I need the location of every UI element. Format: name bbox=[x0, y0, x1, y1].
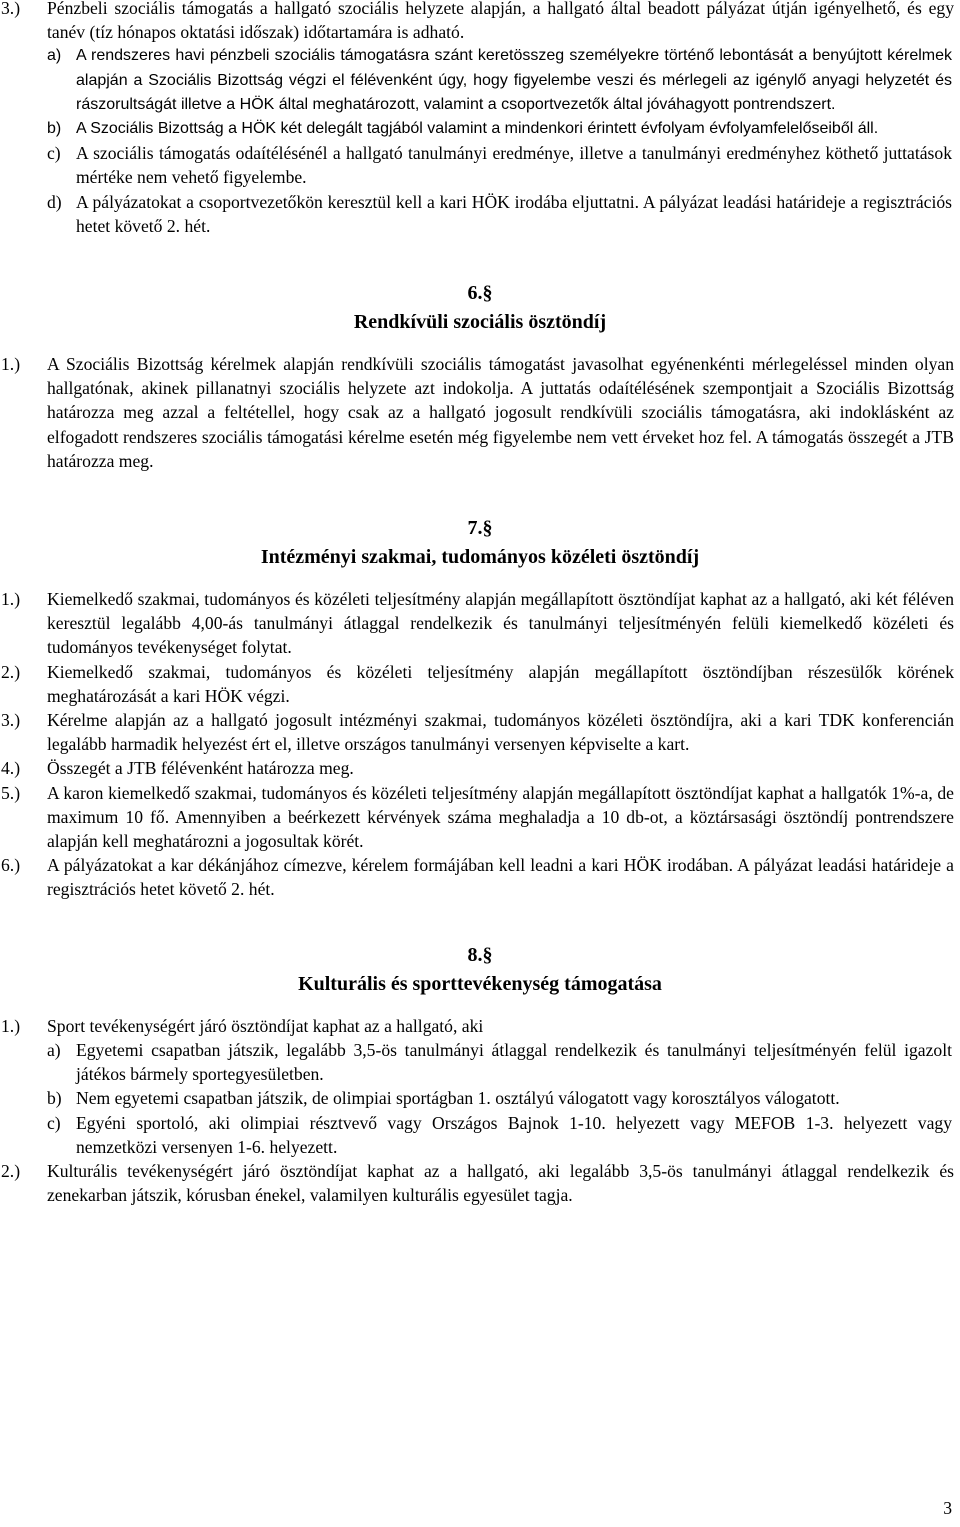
item-number: 3.) bbox=[1, 710, 21, 731]
item-text: A karon kiemelkedő szakmai, tudományos és közéleti teljesítmény alapján megállapított ösztöndíjat kaphat a hallgatók 1%-a, de maximum 10 fő. Amennyiben a beérkezett kérvények száma meghaladja a 10 db-ot, a köztársasági ösztöndíj pontrendszere alapján kell meghatározni a jogosultak körét. bbox=[47, 782, 954, 852]
section7-item-2 bbox=[0, 660, 960, 708]
sub-text: Nem egyetemi csapatban játszik, de olimpiai sportágban 1. osztályú válogatott vagy korosztályos válogatott. bbox=[76, 1088, 840, 1109]
sub-item-c bbox=[47, 141, 954, 189]
item-number: 2.) bbox=[1, 1160, 21, 1181]
section7-item-1 bbox=[0, 587, 960, 660]
item-text: Kiemelkedő szakmai, tudományos és közéleti teljesítmény alapján megállapított ösztöndíjat kaphat az a hallgató, aki két féléven keresztül legalább 4,00-ás tanulmányi átlaggal rendelkezik és tanulmányi teljesítményén felüli kiemelkedő közéleti és tudományos tevékenységet folytat. bbox=[47, 589, 954, 658]
item-number: 1.) bbox=[1, 354, 21, 375]
section7-item-4 bbox=[0, 756, 960, 780]
item-text: Kérelme alapján az a hallgató jogosult intézményi szakmai, tudományos közéleti ösztöndíjra, aki a kari TDK konferencián legalább harmadik helyezést ért el, illetve országos tanulmányi versenyen képviselte a kart. bbox=[47, 710, 954, 755]
sub-text: Egyéni sportoló, aki olimpiai résztvevő vagy Országos Bajnok 1-10. helyezett vagy MEFOB 1-3. helyezett vagy nemzetközi versenyen 1-6. helyezett. bbox=[76, 1112, 952, 1157]
sub-text: A pályázatokat a csoportvezetőkön keresztül kell a kari HÖK irodába eljuttatni. A pályázat leadási határideje a regisztrációs hetet követő 2. hét. bbox=[76, 191, 952, 236]
section8-item-2 bbox=[0, 1159, 960, 1207]
sub-item-a bbox=[47, 1038, 954, 1086]
sub-text: A Szociális Bizottság a HÖK két delegált tagjából valamint a mindenkori érintett évfolyam évfolyamfelelőseiből áll. bbox=[76, 120, 879, 138]
sub-label: c) bbox=[47, 143, 61, 164]
sub-text: A rendszeres havi pénzbeli szociális támogatásra szánt keretösszeg személyekre történő lebontását a benyújtott kérelmek alapján a Szociális Bizottság végzi el félévenként úgy, hogy figyelembe veszi és mérlegeli az igénylő anyagi helyzetét és rászorultságát illetve a HÖK által meghatározott, valamint a csoportvezetők által jóváhagyott pontrendszert. bbox=[76, 47, 952, 113]
sub-label: b) bbox=[47, 120, 62, 138]
section7-item-6 bbox=[0, 853, 960, 901]
sub-item-b bbox=[47, 117, 954, 141]
section-8-number: 8.§ bbox=[467, 943, 493, 966]
section-6-number: 6.§ bbox=[467, 282, 493, 305]
section3-item-3 bbox=[0, 0, 960, 44]
sub-label: c) bbox=[47, 1112, 61, 1133]
item-text: Összegét a JTB félévenként határozza meg. bbox=[47, 758, 354, 779]
section7-item-3 bbox=[0, 708, 960, 756]
section8-sub-list bbox=[0, 1038, 960, 1159]
item-number: 6.) bbox=[1, 855, 21, 876]
item-text: A Szociális Bizottság kérelmek alapján rendkívüli szociális támogatást javasolhat egyénenkénti mérlegeléssel minden olyan hallgatónak, akinek pillanatnyi szociális helyzete azt indokolja. A juttatás odaítélésének szempontjait a Szociális Bizottság határozza meg azzal a feltétellel, hogy csak az a hallgató jogosult rendkívüli szociális támogatásra, aki indoklásként az elfogadott rendszeres szociális támogatási kérelme esetén még figyelembe nem vett érveket hoz fel. A támogatás összegét a JTB határozza meg. bbox=[47, 354, 954, 471]
sub-text: A szociális támogatás odaítélésénél a hallgató tanulmányi eredménye, illetve a tanulmányi eredményhez köthető juttatások mértéke nem vehető figyelembe. bbox=[76, 143, 952, 188]
section-6-title: Rendkívüli szociális ösztöndíj bbox=[353, 311, 607, 334]
section-7-number: 7.§ bbox=[467, 517, 493, 540]
section3-sub-list bbox=[0, 44, 960, 238]
section-8-title: Kulturális és sporttevékenység támogatása bbox=[298, 972, 662, 995]
item-number: 1.) bbox=[1, 589, 21, 610]
section-7-title: Intézményi szakmai, tudományos közéleti ösztöndíj bbox=[260, 546, 700, 569]
sub-label: b) bbox=[47, 1088, 62, 1109]
item-text: Pénzbeli szociális támogatás a hallgató szociális helyzete alapján, a hallgató által beadott pályázat útján igényelhető, és egy tanév (tíz hónapos oktatási időszak) időtartamára is adható. bbox=[47, 0, 954, 43]
item-number: 5.) bbox=[1, 782, 21, 803]
sub-item-b bbox=[47, 1086, 954, 1110]
item-number: 2.) bbox=[1, 661, 21, 682]
sub-item-c bbox=[47, 1111, 954, 1159]
page-number: 3 bbox=[943, 1498, 952, 1518]
sub-item-d bbox=[47, 190, 954, 238]
sub-label: d) bbox=[47, 191, 62, 212]
sub-item-a bbox=[47, 44, 954, 117]
sub-label: a) bbox=[47, 1039, 61, 1060]
item-number: 3.) bbox=[1, 0, 21, 18]
item-text: Kiemelkedő szakmai, tudományos és közéleti teljesítmény alapján megállapított ösztöndíjban részesülők körének meghatározását a kari HÖK végzi. bbox=[47, 661, 954, 706]
section6-item-1 bbox=[0, 352, 960, 473]
item-number: 1.) bbox=[1, 1015, 21, 1036]
item-text: A pályázatokat a kar dékánjához címezve, kérelem formájában kell leadni a kari HÖK irodában. A pályázat leadási határideje a regisztrációs hetet követő 2. hét. bbox=[47, 855, 954, 900]
section8-item-1 bbox=[0, 1014, 960, 1038]
item-number: 4.) bbox=[1, 758, 21, 779]
sub-text: Egyetemi csapatban játszik, legalább 3,5-ös tanulmányi átlaggal rendelkezik és tanulmányi teljesítményén felül igazolt játékos bármely sportegyesületben. bbox=[76, 1039, 952, 1085]
item-text: Sport tevékenységért járó ösztöndíjat kaphat az a hallgató, aki bbox=[47, 1015, 484, 1036]
item-text: Kulturális tevékenységért járó ösztöndíjat kaphat az a hallgató, aki legalább 3,5-ös tanulmányi átlaggal rendelkezik és zenekarban játszik, kórusban énekel, valamilyen kulturális egyesület tagja. bbox=[47, 1160, 954, 1206]
section7-item-5 bbox=[0, 781, 960, 854]
sub-label: a) bbox=[47, 47, 62, 65]
